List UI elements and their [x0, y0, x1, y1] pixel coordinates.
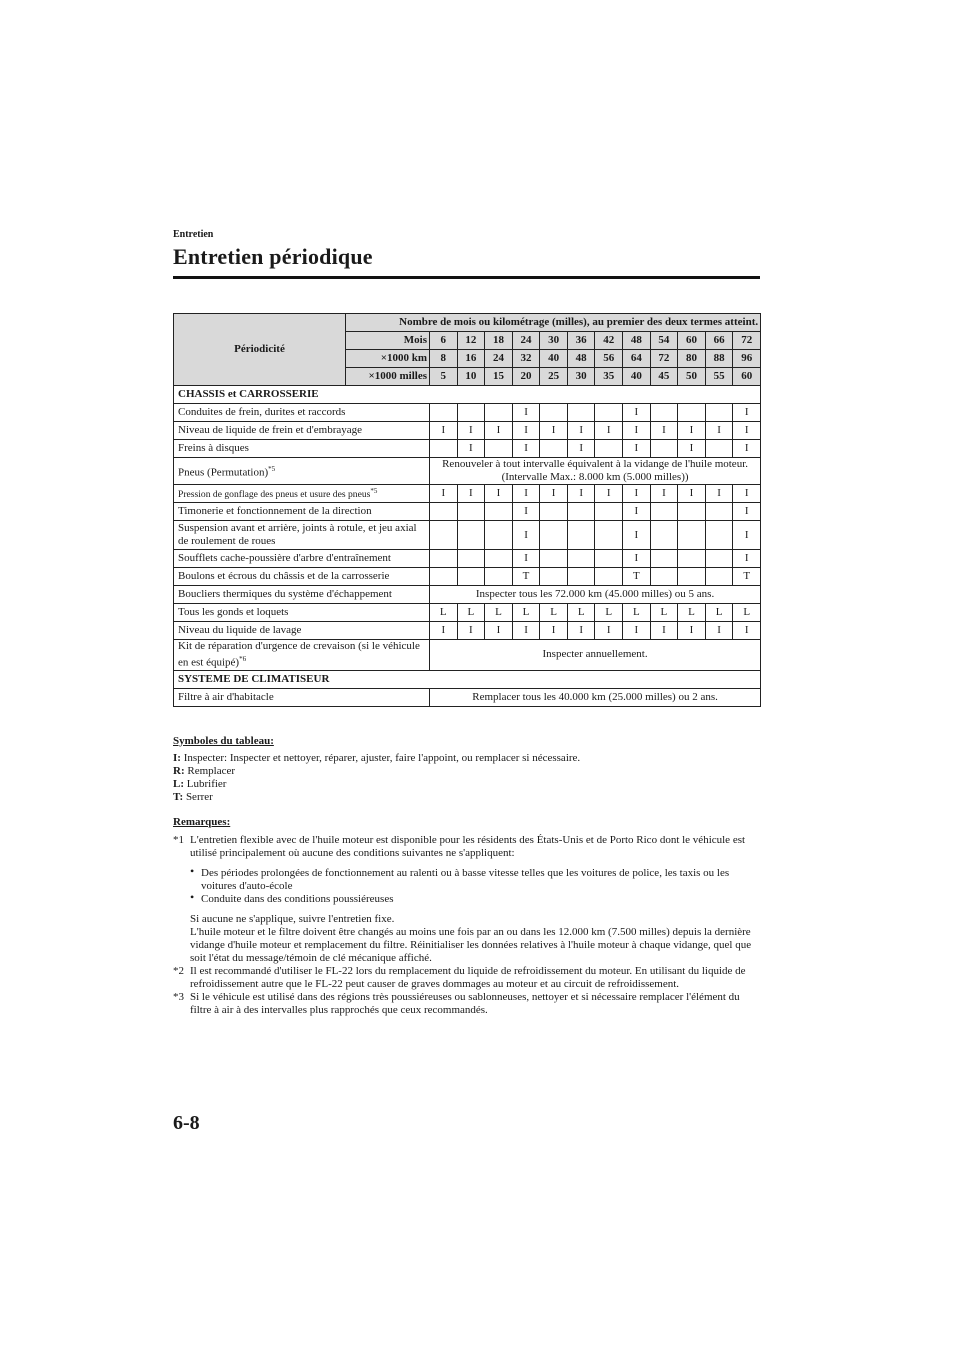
interval-value: 16	[457, 350, 485, 368]
table-row	[174, 422, 761, 440]
item-label-text: Freins à disques	[178, 442, 249, 454]
category-chassis-row	[174, 386, 761, 404]
schedule-cell: I	[733, 503, 761, 521]
item-label-text: Soufflets cache-poussière d'arbre d'entraînement	[178, 552, 391, 564]
schedule-cell	[430, 440, 458, 458]
bullet-text: Des périodes prolongées de fonctionnement au ralenti ou à basse vitesse telles que les voitures de police, les taxis ou les voitures d'auto-école	[201, 866, 730, 892]
schedule-cell	[595, 503, 623, 521]
schedule-cell: I	[540, 422, 568, 440]
interval-value: 64	[623, 350, 651, 368]
schedule-cell: L	[512, 604, 540, 622]
schedule-cell	[430, 550, 458, 568]
schedule-cell	[457, 503, 485, 521]
item-label	[174, 422, 430, 440]
schedule-cell	[650, 404, 678, 422]
schedule-cell: I	[567, 485, 595, 503]
interval-value: 15	[485, 368, 513, 386]
schedule-cell: I	[623, 440, 651, 458]
interval-value: 18	[485, 332, 513, 350]
legend-text: Inspecter: Inspecter et nettoyer, réparer, ajuster, faire l'appoint, ou remplacer si nécessaire.	[183, 751, 581, 764]
interval-value: 6	[430, 332, 458, 350]
category-chassis: CHASSIS et CARROSSERIE	[174, 386, 761, 404]
note-paragraph: Si aucune ne s'applique, suivre l'entretien fixe.	[190, 912, 395, 925]
schedule-cell	[430, 503, 458, 521]
schedule-cell: I	[430, 622, 458, 640]
merged-instruction: Inspecter annuellement.	[430, 640, 761, 671]
schedule-cell	[485, 550, 513, 568]
note-3	[173, 991, 760, 1017]
interval-value: 48	[623, 332, 651, 350]
schedule-cell	[430, 568, 458, 586]
table-row	[174, 550, 761, 568]
schedule-cell: I	[512, 404, 540, 422]
schedule-cell: T	[733, 568, 761, 586]
schedule-cell: I	[512, 521, 540, 550]
schedule-cell: I	[733, 404, 761, 422]
schedule-cell	[485, 521, 513, 550]
schedule-cell: L	[567, 604, 595, 622]
schedule-cell	[678, 568, 706, 586]
table-row	[174, 485, 761, 503]
item-label	[174, 622, 430, 640]
bullet-icon: •	[190, 889, 195, 904]
schedule-cell	[485, 440, 513, 458]
note-2	[173, 965, 760, 991]
bullet-item	[190, 889, 760, 906]
item-label	[174, 521, 430, 550]
legend-key: R:	[173, 764, 185, 777]
table-row	[174, 688, 761, 706]
schedule-cell	[705, 550, 733, 568]
interval-value: 5	[430, 368, 458, 386]
item-label	[174, 404, 430, 422]
legend-text: Serrer	[185, 790, 213, 803]
table-row	[174, 604, 761, 622]
schedule-cell: I	[733, 440, 761, 458]
item-label-text: Pneus (Permutation)	[178, 466, 269, 479]
schedule-cell: I	[705, 485, 733, 503]
schedule-cell: I	[567, 622, 595, 640]
schedule-cell	[567, 568, 595, 586]
legend-text: Lubrifier	[186, 777, 227, 790]
schedule-cell	[595, 440, 623, 458]
schedule-cell: I	[650, 622, 678, 640]
schedule-cell: I	[733, 521, 761, 550]
interval-value: 20	[512, 368, 540, 386]
legend-item	[173, 765, 760, 778]
interval-value: 72	[650, 350, 678, 368]
schedule-cell: I	[457, 622, 485, 640]
item-label-text: Kit de réparation d'urgence de crevaison (si le véhicule en est équipé)	[178, 640, 420, 669]
schedule-cell	[705, 521, 733, 550]
schedule-cell: I	[457, 485, 485, 503]
note-number: *1	[173, 833, 184, 846]
interval-value: 30	[567, 368, 595, 386]
item-label-text: Boucliers thermiques du système d'échappement	[178, 588, 392, 600]
note-number: *2	[173, 964, 184, 977]
schedule-cell: I	[512, 622, 540, 640]
interval-value: 42	[595, 332, 623, 350]
table-row	[174, 404, 761, 422]
schedule-cell	[457, 568, 485, 586]
schedule-cell	[457, 521, 485, 550]
item-label	[174, 440, 430, 458]
item-label-text: Filtre à air d'habitacle	[178, 690, 274, 703]
item-label-text: Conduites de frein, durites et raccords	[178, 406, 346, 418]
schedule-cell	[567, 550, 595, 568]
interval-value: 35	[595, 368, 623, 386]
schedule-cell: I	[485, 422, 513, 440]
category-clim: SYSTEME DE CLIMATISEUR	[174, 670, 761, 688]
legend-key: I:	[173, 751, 181, 764]
intervals-header: Nombre de mois ou kilométrage (milles), au premier des deux termes atteint.	[346, 314, 761, 332]
merged-instruction: Remplacer tous les 40.000 km (25.000 milles) ou 2 ans.	[430, 688, 761, 706]
schedule-cell: L	[485, 604, 513, 622]
schedule-cell	[540, 503, 568, 521]
schedule-cell: L	[705, 604, 733, 622]
item-label	[174, 586, 430, 604]
legend-heading: Symboles du tableau:	[173, 734, 274, 747]
schedule-cell	[650, 568, 678, 586]
schedule-cell	[457, 404, 485, 422]
schedule-cell	[678, 404, 706, 422]
schedule-cell: I	[595, 622, 623, 640]
schedule-cell: I	[623, 622, 651, 640]
table-row	[174, 568, 761, 586]
schedule-cell: L	[457, 604, 485, 622]
interval-value: 60	[733, 368, 761, 386]
schedule-cell: I	[485, 485, 513, 503]
schedule-cell: I	[457, 440, 485, 458]
interval-unit-label: Mois	[346, 332, 430, 350]
item-label	[174, 640, 430, 671]
legend-item	[173, 778, 760, 791]
footnote-ref: *5	[268, 464, 276, 473]
schedule-cell: L	[540, 604, 568, 622]
schedule-cell	[485, 503, 513, 521]
schedule-cell	[485, 568, 513, 586]
note-text: L'entretien flexible avec de l'huile moteur est disponible pour les résidents des États-Unis et de Porto Rico dont le véhicule est utilisé principalement où aucune des conditions suivantes ne s'appliquent:	[190, 833, 746, 859]
schedule-cell	[540, 521, 568, 550]
legend-key: T:	[173, 790, 184, 803]
interval-value: 36	[567, 332, 595, 350]
interval-value: 55	[705, 368, 733, 386]
schedule-cell	[595, 568, 623, 586]
interval-unit-label: ×1000 milles	[346, 368, 430, 386]
interval-value: 8	[430, 350, 458, 368]
schedule-cell	[595, 521, 623, 550]
schedule-cell	[457, 550, 485, 568]
schedule-cell: I	[678, 485, 706, 503]
remarks-heading: Remarques:	[173, 815, 231, 828]
schedule-cell: I	[678, 622, 706, 640]
schedule-cell: I	[512, 485, 540, 503]
category-clim-row	[174, 670, 761, 688]
schedule-cell	[567, 404, 595, 422]
schedule-cell	[678, 521, 706, 550]
note-text: Il est recommandé d'utiliser le FL-22 lors du remplacement du liquide de refroidissement du moteur. En utilisant du liquide de refroidissement autre que le FL-22 peut causer de graves dommages au moteur et au circuit de refroidissement.	[190, 964, 746, 990]
schedule-cell: L	[733, 604, 761, 622]
legend-key: L:	[173, 777, 184, 790]
note-number: *3	[173, 990, 184, 1003]
schedule-cell: I	[512, 550, 540, 568]
item-label	[174, 485, 430, 503]
legend-item	[173, 791, 760, 804]
remarks	[173, 816, 760, 1017]
schedule-cell: I	[733, 550, 761, 568]
page-number: 6-8	[173, 1112, 200, 1134]
title-rule	[173, 276, 760, 279]
interval-value: 40	[623, 368, 651, 386]
table-row	[174, 622, 761, 640]
table-row	[174, 440, 761, 458]
interval-value: 30	[540, 332, 568, 350]
maintenance-schedule-table	[173, 313, 761, 707]
interval-value: 50	[678, 368, 706, 386]
schedule-cell: I	[512, 503, 540, 521]
bullet-text: Conduite dans des conditions poussiéreuses	[201, 892, 394, 905]
schedule-cell	[650, 503, 678, 521]
bullet-item	[190, 863, 760, 893]
interval-value: 45	[650, 368, 678, 386]
table-row	[174, 458, 761, 485]
schedule-cell	[595, 404, 623, 422]
item-label	[174, 550, 430, 568]
interval-value: 24	[512, 332, 540, 350]
table-row	[174, 503, 761, 521]
section-label: Entretien	[173, 229, 214, 240]
header-row	[174, 314, 761, 332]
item-label	[174, 688, 430, 706]
schedule-cell: I	[678, 422, 706, 440]
schedule-cell: I	[430, 485, 458, 503]
schedule-cell	[430, 521, 458, 550]
schedule-cell: I	[650, 485, 678, 503]
schedule-cell: I	[650, 422, 678, 440]
table-row	[174, 521, 761, 550]
footnote-ref: *6	[239, 655, 247, 663]
schedule-cell: I	[512, 422, 540, 440]
interval-value: 56	[595, 350, 623, 368]
schedule-cell	[485, 404, 513, 422]
schedule-cell	[650, 440, 678, 458]
schedule-cell: I	[595, 422, 623, 440]
schedule-cell: I	[595, 485, 623, 503]
schedule-cell: L	[650, 604, 678, 622]
interval-value: 60	[678, 332, 706, 350]
interval-value: 25	[540, 368, 568, 386]
schedule-cell: I	[623, 485, 651, 503]
item-label-text: Boulons et écrous du châssis et de la carrosserie	[178, 570, 390, 582]
schedule-cell: I	[485, 622, 513, 640]
schedule-cell	[430, 404, 458, 422]
interval-value: 40	[540, 350, 568, 368]
schedule-cell: T	[623, 568, 651, 586]
schedule-cell	[678, 550, 706, 568]
periodicite-header: Périodicité	[174, 314, 346, 386]
schedule-cell: I	[623, 521, 651, 550]
schedule-cell: L	[595, 604, 623, 622]
schedule-cell	[678, 503, 706, 521]
merged-instruction: Renouveler à tout intervalle équivalent à la vidange de l'huile moteur. (Intervalle Max.: 8.000 km (5.000 milles))	[430, 458, 761, 485]
schedule-cell: I	[623, 404, 651, 422]
legend-text: Remplacer	[187, 764, 236, 777]
interval-value: 48	[567, 350, 595, 368]
item-label-text: Tous les gonds et loquets	[178, 606, 289, 618]
schedule-cell: I	[733, 422, 761, 440]
item-label	[174, 568, 430, 586]
item-label-text: Niveau du liquide de lavage	[178, 624, 302, 636]
schedule-cell: L	[430, 604, 458, 622]
item-label	[174, 604, 430, 622]
table-row	[174, 586, 761, 604]
schedule-cell	[705, 503, 733, 521]
schedule-cell	[705, 404, 733, 422]
schedule-cell: T	[512, 568, 540, 586]
schedule-cell: L	[623, 604, 651, 622]
item-label	[174, 458, 430, 485]
schedule-cell: I	[623, 422, 651, 440]
schedule-cell: I	[430, 422, 458, 440]
note-paragraph: L'huile moteur et le filtre doivent être changés au moins une fois par an ou dans les 12.000 km (7.500 milles) depuis la dernière vidange d'huile moteur et remplacement du filtre. Réinitialiser les données relatives à l'huile moteur à chaque vidange, quel que soit l'état du message/témoin de clé mécanique affiché.	[190, 925, 752, 964]
interval-value: 10	[457, 368, 485, 386]
schedule-cell: I	[733, 485, 761, 503]
schedule-cell: I	[512, 440, 540, 458]
schedule-cell: I	[623, 550, 651, 568]
schedule-cell: I	[567, 422, 595, 440]
interval-value: 32	[512, 350, 540, 368]
merged-instruction: Inspecter tous les 72.000 km (45.000 milles) ou 5 ans.	[430, 586, 761, 604]
schedule-cell	[567, 521, 595, 550]
footnote-ref: *5	[370, 487, 378, 496]
interval-value: 66	[705, 332, 733, 350]
item-label-text: Niveau de liquide de frein et d'embrayage	[178, 424, 363, 436]
schedule-cell	[540, 440, 568, 458]
interval-value: 96	[733, 350, 761, 368]
item-label	[174, 503, 430, 521]
interval-value: 80	[678, 350, 706, 368]
item-label-text: Suspension avant et arrière, joints à rotule, et jeu axial de roulement de roues	[178, 522, 417, 547]
interval-value: 54	[650, 332, 678, 350]
schedule-cell: I	[540, 485, 568, 503]
schedule-cell	[650, 521, 678, 550]
schedule-cell	[540, 568, 568, 586]
table-row	[174, 640, 761, 671]
manual-page	[173, 228, 760, 1017]
schedule-cell	[705, 568, 733, 586]
schedule-cell: L	[678, 604, 706, 622]
schedule-cell: I	[623, 503, 651, 521]
legend-item	[173, 752, 760, 765]
schedule-cell: I	[567, 440, 595, 458]
interval-value: 72	[733, 332, 761, 350]
interval-value: 24	[485, 350, 513, 368]
item-label-text: Pression de gonflage des pneus et usure des pneus	[178, 489, 371, 501]
schedule-cell: I	[705, 622, 733, 640]
schedule-cell	[650, 550, 678, 568]
item-label-text: Timonerie et fonctionnement de la direction	[178, 505, 372, 517]
table-legend	[173, 735, 760, 804]
bullet-icon: •	[190, 863, 195, 878]
schedule-cell: I	[733, 622, 761, 640]
schedule-cell: I	[540, 622, 568, 640]
schedule-cell: I	[705, 422, 733, 440]
interval-unit-label: ×1000 km	[346, 350, 430, 368]
schedule-cell	[595, 550, 623, 568]
schedule-cell: I	[678, 440, 706, 458]
schedule-cell: I	[457, 422, 485, 440]
page-title: Entretien périodique	[173, 244, 373, 269]
note-text: Si le véhicule est utilisé dans des régions très poussiéreuses ou sablonneuses, nettoyer et si nécessaire remplacer l'élément du filtre à air à des intervalles plus rapprochés que ceux recommandés.	[190, 990, 740, 1016]
schedule-cell	[567, 503, 595, 521]
schedule-cell	[705, 440, 733, 458]
schedule-cell	[540, 404, 568, 422]
interval-value: 88	[705, 350, 733, 368]
schedule-cell	[540, 550, 568, 568]
note-1	[173, 834, 760, 860]
interval-value: 12	[457, 332, 485, 350]
